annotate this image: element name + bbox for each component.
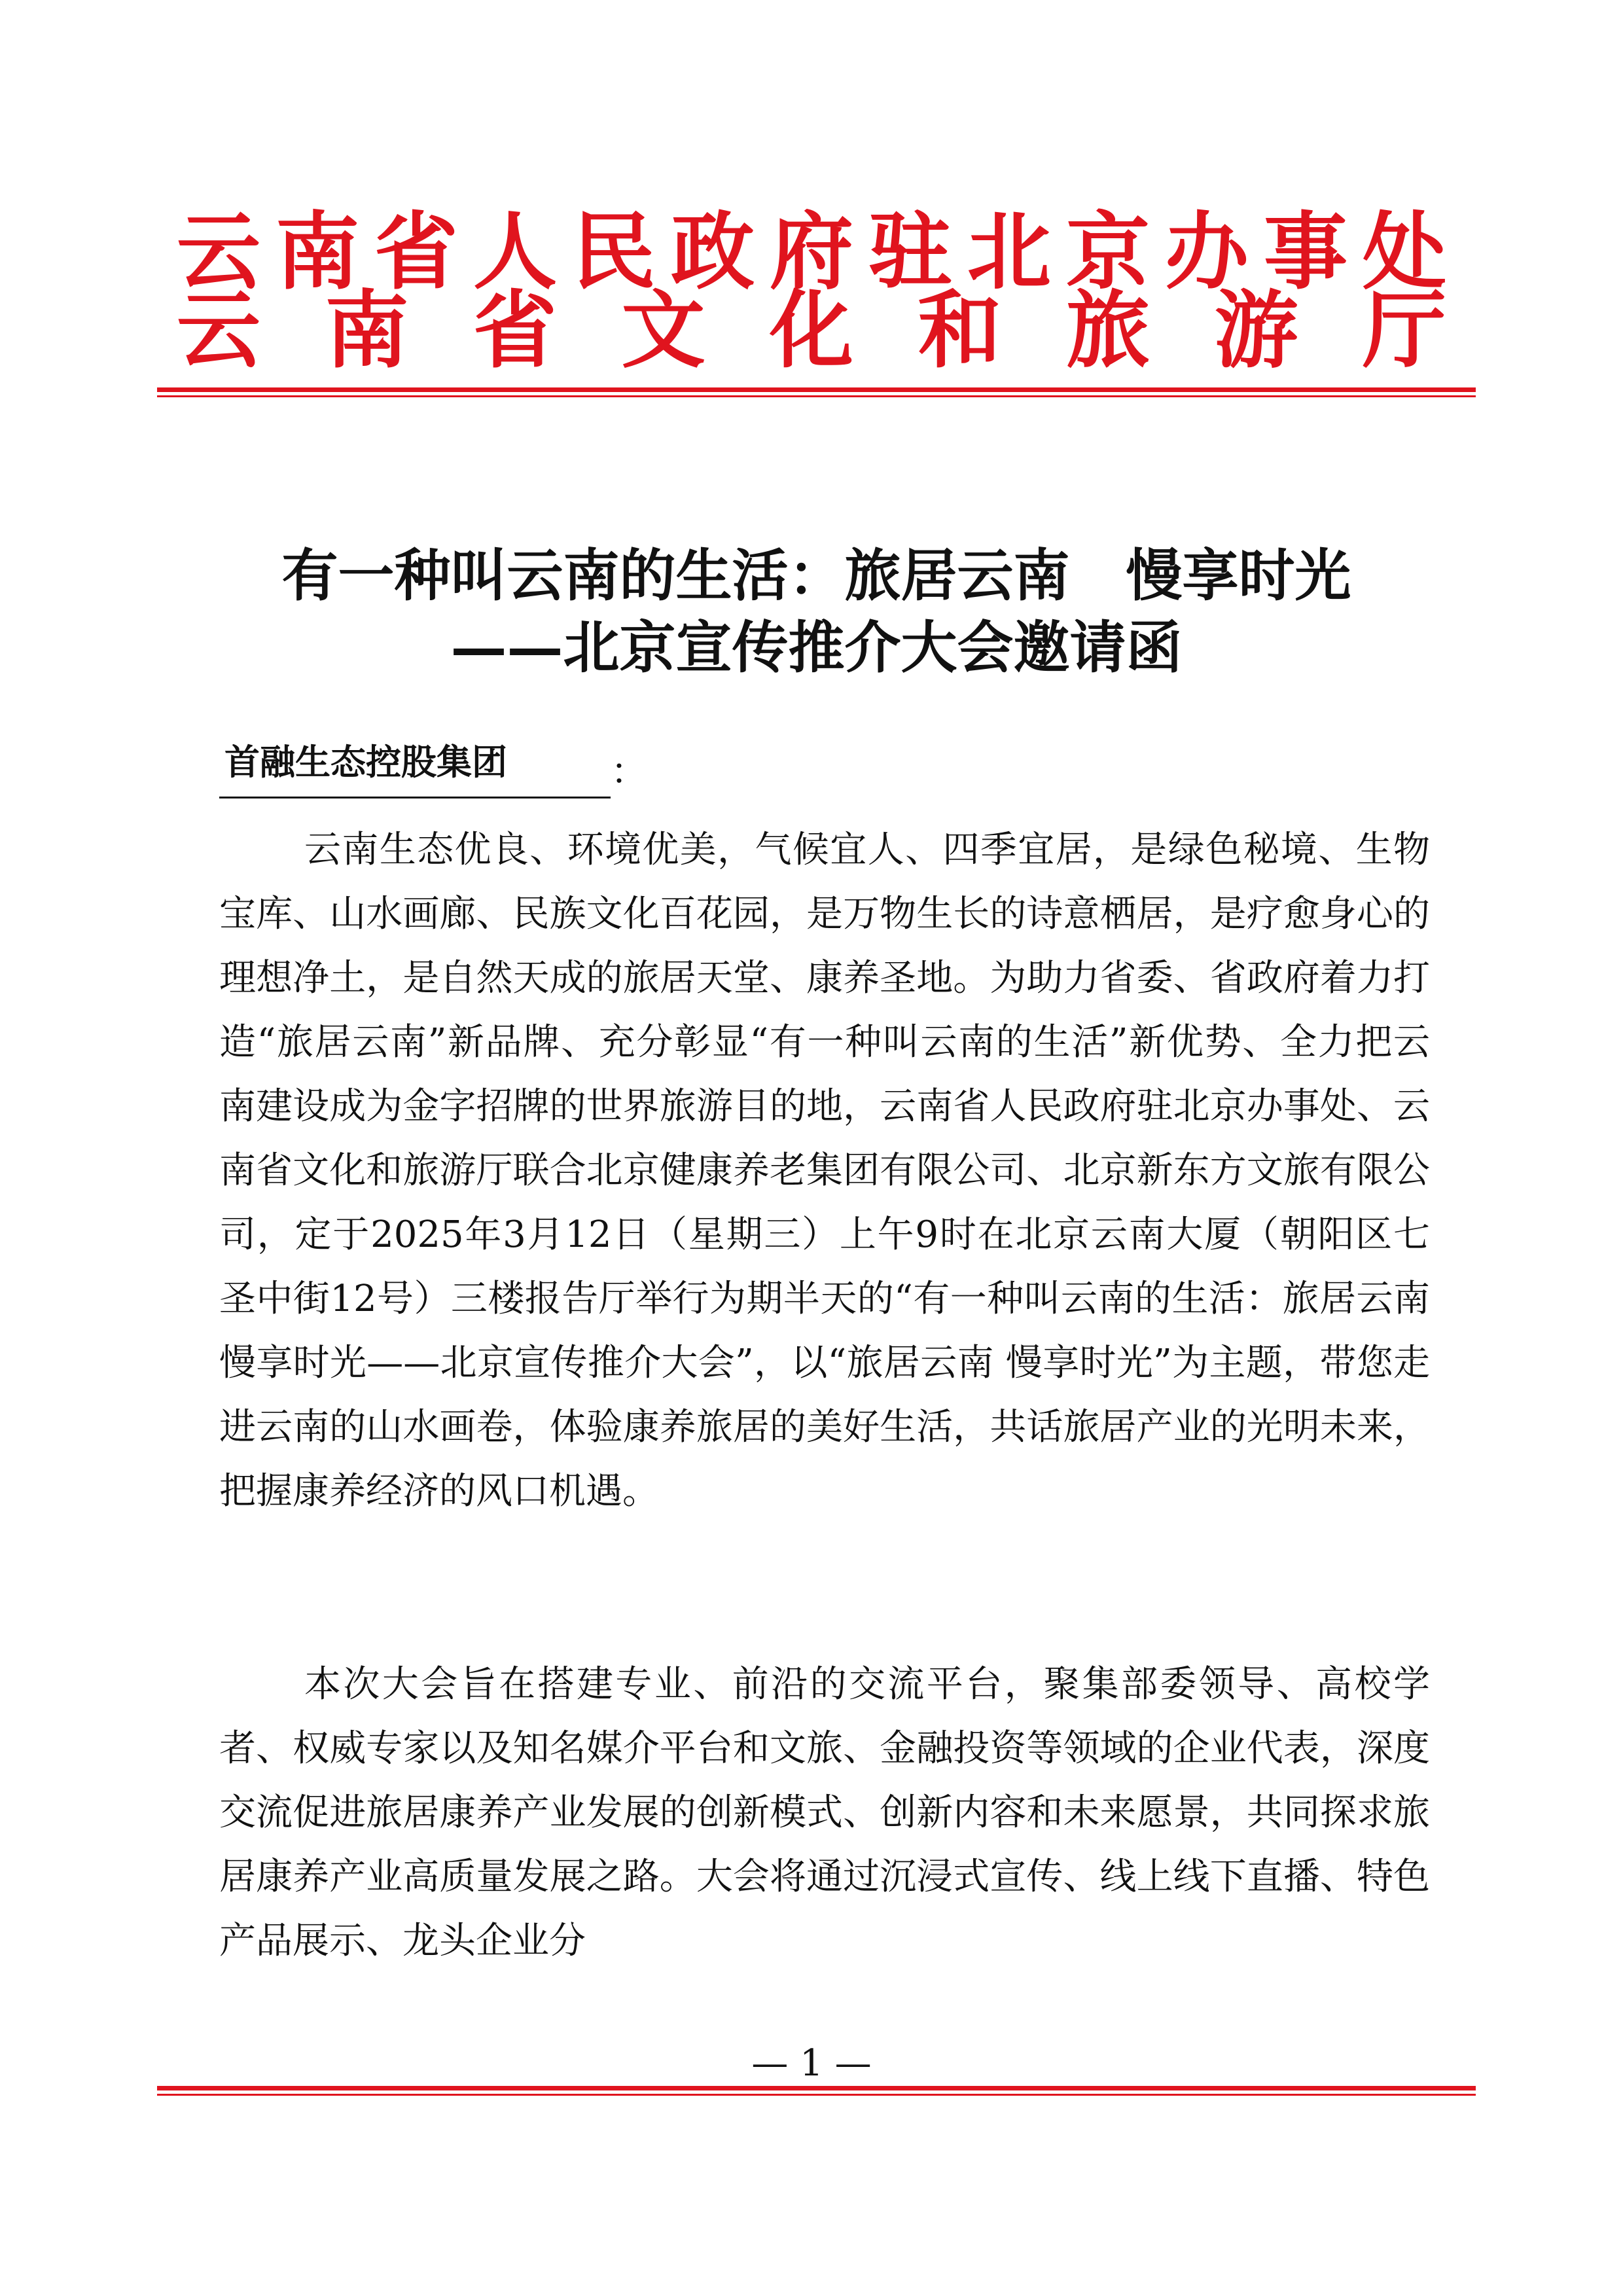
document-subtitle: ——北京宣传推介大会邀请函: [450, 615, 1183, 681]
recipient-salutation: [219, 736, 647, 808]
header-red-rule-thin: [157, 395, 1476, 397]
recipient-name: 首融生态控股集团: [219, 736, 611, 798]
footer-red-rule-thin: [157, 2094, 1476, 2096]
footer-red-rule-thick: [157, 2086, 1476, 2090]
body-paragraph-2: 本次大会旨在搭建专业、前沿的交流平台，聚集部委领导、高校学者、权威专家以及知名媒介平台和文旅、金融投资等领域的企业代表，深度交流促进旅居康养产业发展的创新模式、创新内容和未来愿景，共同探求旅居康养产业高质量发展之路。大会将通过沉浸式宣传、线上线下直播、特色产品展示、龙头企业分: [219, 1663, 1430, 1962]
document-title: 有一种叫云南的生活：旅居云南 慢享时光: [281, 543, 1351, 609]
page-number: — 1 —: [751, 2042, 872, 2085]
header-red-rule-thick: [157, 387, 1476, 392]
issuer-name-line-2: 云南省文化和旅游厅: [177, 281, 1446, 380]
issuer-name-line-1: 云南省人民政府驻北京办事处: [177, 203, 1446, 301]
body-paragraph-1: 云南生态优良、环境优美，气候宜人、四季宜居，是绿色秘境、生物宝库、山水画廊、民族文化百花园，是万物生长的诗意栖居，是疗愈身心的理想净土，是自然天成的旅居天堂、康养圣地。为助力省委、省政府着力打造“旅居云南”新品牌、充分彰显“有一种叫云南的生活”新优势、全力把云南建设成为金字招牌的世界旅游目的地，云南省人民政府驻北京办事处、云南省文化和旅游厅联合北京健康养老集团有限公司、北京新东方文旅有限公司，定于2025年3月12日（星期三）上午9时在北京云南大厦（朝阳区七圣中街12号）三楼报告厅举行为期半天的“有一种叫云南的生活：旅居云南 慢享时光——北京宣传推介大会”，以“旅居云南 慢享时光”为主题，带您走进云南的山水画卷，体验康养旅居的美好生活，共话旅居产业的光明未来，把握康养经济的风口机遇。: [219, 829, 1467, 1513]
recipient-colon: ：: [611, 751, 647, 793]
